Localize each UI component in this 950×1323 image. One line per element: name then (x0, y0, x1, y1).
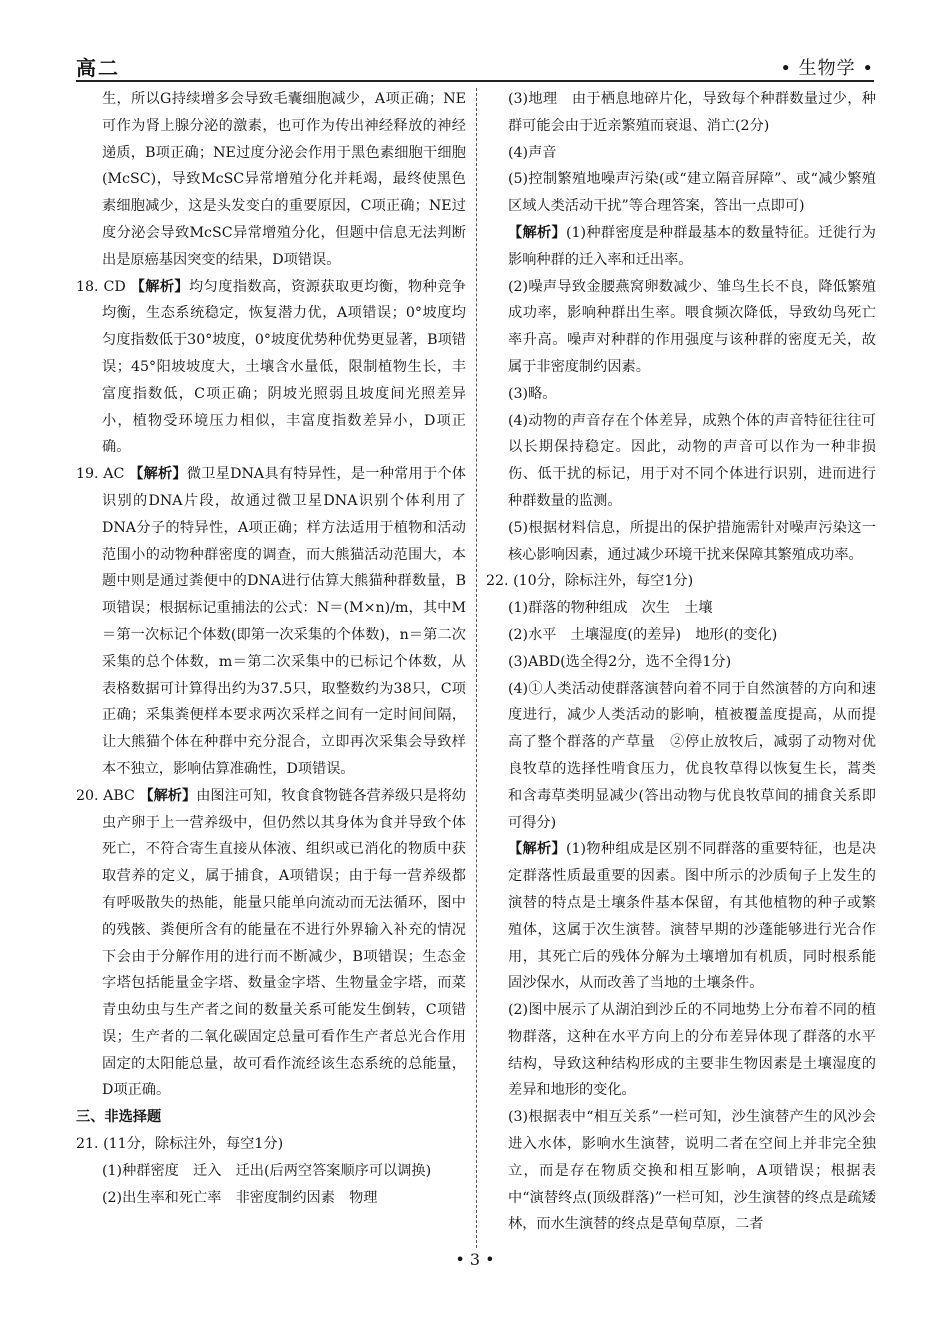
subject-label: • 生物学 • (780, 58, 874, 79)
q22-analysis-3: (3)根据表中“相互关系”一栏可知，沙生演替产生的风沙会进入水体，影响水生演替，说明二者在空间上并非完全独立，而是存在物质交换和相互影响，A项错误；根据表中“演替终点(顶级群落)”一栏可知，沙生演替的终点是疏矮林，而水生演替的终点是草甸草原，二者 (508, 1109, 876, 1233)
q22-analysis-1-text: (1)物种组成是区别不同群落的重要特征，也是决定群落性质最重要的因素。图中所示的沙质甸子上发生的演替的特点是土壤条件基本保留，有其他植物的种子或繁殖体，这属于次生演替。演替早期的沙蓬能够进行光合作用，其死亡后的残体分解为土壤增加有机质，同时根系能固沙保水，从而改善了当地的土壤条件。 (508, 841, 876, 992)
q21-answer-1: (1)种群密度 迁入 迁出(后两空答案顺序可以调换) (102, 1162, 432, 1179)
q19-number: 19. AC (76, 466, 130, 483)
q22-answer-3: (3)ABD(选全得2分，选不全得1分) (508, 653, 732, 670)
q21-answer-5: (5)控制繁殖地噪声污染(或“建立隔音屏障”、或“减少繁殖区域人类活动干扰”等合理答案，答出一点即可) (508, 171, 876, 215)
q21-analysis-5: (5)根据材料信息，所提出的保护措施需针对噪声污染这一核心影响因素，通过减少环境干扰来保障其繁殖成功率。 (508, 519, 876, 563)
section-3-title: 三、非选择题 (76, 1109, 162, 1126)
q22-answer-1: (1)群落的物种组成 次生 土壤 (508, 600, 713, 617)
q18-analysis-tag: 【解析】 (130, 278, 190, 295)
q19-analysis-tag: 【解析】 (129, 466, 187, 483)
q20-analysis-tag: 【解析】 (139, 787, 197, 804)
q22-answer-4: (4)①人类活动使群落演替向着不同于自然演替的方向和速度进行，减少人类活动的影响，植被覆盖度提高，从而提高了整个群落的产草量 ②停止放牧后，减弱了动物对优良牧草的选择性啃食压力，优良牧草得以恢复生长，蒿类和含毒草类明显减少(答出动物与优良牧草间的捕食关系即可得分) (508, 680, 876, 831)
page-number: • 3 • (455, 1250, 495, 1269)
q21-header: 21. (11分，除标注外，每空1分) (76, 1136, 284, 1153)
q18-number: 18. CD (76, 278, 131, 295)
q22-analysis-1 (486, 836, 876, 997)
q18-analysis-text: 均匀度指数高，资源获取更均衡，物种竞争均衡，生态系统稳定，恢复潜力优，A项错误；0°坡度均匀度指数低于30°坡度，0°坡度优势种优势更显著，B项错误；45°阳坡坡度大，土壤含水量低，限制植物生长，丰富度指数低，C项正确；阴坡光照弱且坡度间光照差异小，植物受环境压力相似，丰富度指数差异小，D项正确。 (102, 278, 466, 456)
q22-analysis-tag: 【解析】 (508, 841, 566, 858)
q21-answer-3: (3)地理 由于栖息地碎片化，导致每个种群数量过少，种群可能会由于近亲繁殖而衰退、消亡(2分) (508, 91, 876, 134)
q20-answer (76, 783, 466, 1105)
page-header (76, 52, 874, 82)
q18-answer (76, 274, 466, 462)
q20-analysis-text: 由图注可知，牧食食物链各营养级只是将幼虫产卵于上一营养级中，但仍然以其身体为食并导致个体死亡，不符合寄生直接从体液、组织或已消化的物质中获取营养的定义，属于捕食，A项错误；由于每一营养级都有呼吸散失的热能，能量只能单向流动而无法循环，图中的残骸、粪便所含有的能量在不进行外界输入补充的情况下会由于分解作用的进行而不断减少，B项错误；生态金字塔包括能量金字塔、数量金字塔、生物量金字塔，而菜青虫幼虫与生产者之间的数量关系可能发生倒转，C项错误；生产者的二氧化碳固定总量可看作生产者总光合作用固定的太阳能总量，故可看作流经该生态系统的总能量，D项正确。 (102, 787, 466, 1099)
q20-number: 20. ABC (76, 787, 140, 804)
q21-answer-4: (4)声音 (508, 144, 557, 161)
q21-analysis-4: (4)动物的声音存在个体差异，成熟个体的声音特征往往可以长期保持稳定。因此，动物的声音可以作为一种非损伤、低干扰的标记，用于对不同个体进行识别，进而进行种群数量的监测。 (508, 412, 876, 509)
q17-continued: 生，所以G持续增多会导致毛囊细胞减少，A项正确；NE可作为肾上腺分泌的激素，也可作为传出神经释放的神经递质，B项正确；NE过度分泌会作用于黑色素细胞干细胞(McSC)，导致McSC异常增殖分化并耗竭，最终使黑色素细胞减少，这是头发变白的重要原因，C项正确；NE过度分泌会导致McSC异常增殖分化，但题中信息无法判断出是原癌基因突变的结果，D项错误。 (102, 91, 466, 268)
q21-analysis-2: (2)噪声导致金腰燕窝卵数减少、雏鸟生长不良，降低繁殖成功率，影响种群出生率。喂食频次降低，导致幼鸟死亡率升高。噪声对种群的作用强度与该种群的密度无关，故属于非密度制约因素。 (508, 278, 876, 375)
left-column (76, 86, 466, 1211)
q21-analysis-3: (3)略。 (508, 385, 557, 402)
q19-analysis-text: 微卫星DNA具有特异性，是一种常用于个体识别的DNA片段，故通过微卫星DNA识别个体利用了DNA分子的特异性，A项正确；样方法适用于植物和活动范围小的动物种群密度的调查，而大熊猫活动范围大，本题中则是通过粪便中的DNA进行估算大熊猫种群数量，B项错误；根据标记重捕法的公式：N＝(M×n)/m，其中M＝第一次标记个体数(即第一次采集的个体数)，n＝第二次采集的总个体数，m＝第二次采集中的已标记个体数，从表格数据可计算得出约为37.5只，取整数约为38只，C项正确；采集粪便样本要求两次采样之间有一定时间间隔，让大熊猫个体在种群中充分混合，立即再次采集会导致样本不独立，影响估算准确性，D项错误。 (102, 466, 466, 777)
q22-answer-2: (2)水平 土壤湿度(的差异) 地形(的变化) (508, 626, 778, 643)
column-divider (476, 88, 477, 1248)
q22-header: 22. (10分，除标注外，每空1分) (486, 573, 694, 590)
q22-analysis-2: (2)图中展示了从湖泊到沙丘的不同地势上分布着不同的植物群落，这种在水平方向上的分布差异体现了群落的水平结构，导致这种结构形成的主要非生物因素是土壤湿度的差异和地形的变化。 (508, 1002, 876, 1099)
q19-answer (76, 461, 466, 783)
q21-analysis-1-text: (1)种群密度是种群最基本的数量特征。迁徙行为影响种群的迁入率和迁出率。 (508, 224, 876, 268)
q21-answer-2: (2)出生率和死亡率 非密度制约因素 物理 (102, 1189, 378, 1206)
q21-analysis-1 (486, 220, 876, 274)
q21-analysis-tag: 【解析】 (508, 224, 566, 241)
right-column (486, 86, 876, 1238)
grade-label: 高二 (76, 56, 120, 80)
